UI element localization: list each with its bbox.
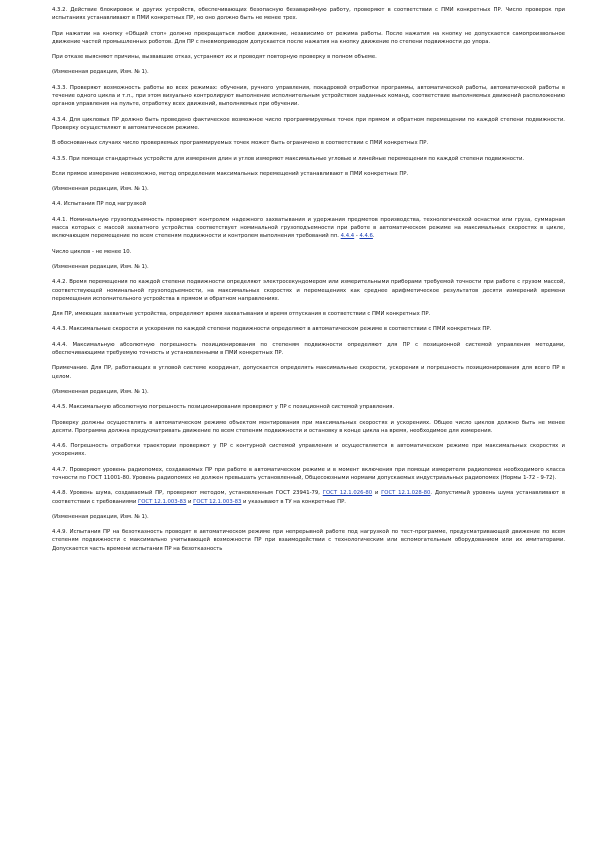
link-4-4-6[interactable]: 4.4.6 xyxy=(359,233,373,240)
paragraph-direct-measure: Если прямое измерение невозможно, метод определения максимальных перемещений устанавливают в ПМИ конкретных ПР. xyxy=(52,170,409,177)
paragraph-4-4-6: 4.4.6. Погрешность отработки траектории проверяют у ПР с контурной системой управления и осуществляется в автоматическом режиме при максимальных скоростях и ускорениях. xyxy=(52,443,565,458)
paragraph-4-4-4: 4.4.4. Максимальную абсолютную погрешность позиционирования по степеням подвижности определяют для ПР с позиционной системой управления методами, обеспечивающими требуемую точность и установленными в ПМИ конкретных ПР. xyxy=(52,341,565,357)
paragraph-cycles: Число циклов - не менее 10. xyxy=(52,248,132,255)
amendment-note: (Измененная редакция, Изм. № 1). xyxy=(52,388,149,395)
paragraph-4-4-1: 4.4.1. Номинальную грузоподъемность проверяют контролем надежного захватывания и удержания предметов производства, технологической оснастки или груза, суммарная масса которых с массой захватного устройства соответствует номинальной грузоподъемности при работе в автоматическом режиме на максимальных скоростях в цикле, включающем перемещение по всем степеням подвижности и контролем выполнения требований пп. 4.4.4 - 4.4.6. xyxy=(52,216,565,240)
link-gost-12-1-003-83[interactable]: ГОСТ 12.1.003-83 xyxy=(138,498,187,505)
link-gost-12-1-028-80[interactable]: ГОСТ 12.1.028-80 xyxy=(381,490,431,497)
paragraph-limited-points: В обоснованных случаях число проверяемых программируемых точек может быть ограничено в соответствии с ПМИ конкретных ПР. xyxy=(52,140,429,147)
paragraph-4-4-5: 4.4.5. Максимальную абсолютную погрешность позиционирования проверяют у ПР с позиционной системой управления. xyxy=(52,404,395,411)
paragraph-4-4-9: 4.4.9. Испытания ПР на безотказность проводят в автоматическом режиме при непрерывной работе под нагрузкой по тест-программе, предусматривающей движение по всем степеням подвижности с максимально учитывающей возможности ПР при взаимодействии с технологическим или вспомогательным оборудованием или их имитаторами. Допускается часть времени испытания ПР на безотказность xyxy=(52,529,565,552)
section-heading-4-4: 4.4. Испытания ПР под нагрузкой xyxy=(52,201,147,208)
amendment-note: (Измененная редакция, Изм. № 1). xyxy=(52,69,149,76)
amendment-note: (Измененная редакция, Изм. № 1). xyxy=(52,513,149,520)
paragraph-check-mode: Проверку должны осуществлять в автоматическом режиме объектом монтирования при максимальных скоростях и ускорениях. Общее число циклов должно быть не менее десяти. Программа должна предусматривать движение по всем степеням подвижности и остановку в конце цикла на время, необходимое для измерения. xyxy=(52,419,565,434)
link-gost-12-1-026-80[interactable]: ГОСТ 12.1.026-80 xyxy=(322,490,373,497)
paragraph-4-3-3: 4.3.3. Проверяют возможность работы во всех режимах: обучения, ручного управления, покадровой отработки программы, автоматической работы, автоматической работы в течение одного цикла и т.п., при этом визуально контролируют выполнение исполнительным устройством заданных команд, соответствие выполняемых движений расположению органов управления на пульте, отработку всех движений, выполняемых при обучении. xyxy=(52,84,565,108)
paragraph-4-3-4: 4.3.4. Для цикловых ПР должно быть проведено фактическое возможное число программируемых точек при прямом и обратном перемещении по каждой степени подвижности. Проверку осуществляют в автоматическом режиме. xyxy=(52,116,565,131)
amendment-note: (Измененная редакция, Изм. № 1). xyxy=(52,263,149,270)
paragraph-4-3-2: 4.3.2. Действие блокировок и других устройств, обеспечивающих безопасную безаварийную работу, проверяют в соответствии с ПМИ конкретных ПР. Число проверок при испытаниях устанавливают в ПМИ конкретных ПР, но оно должно быть не менее трех. xyxy=(52,7,565,22)
paragraph-general-stop: При нажатии на кнопку «Общий стоп» должно прекращаться любое движение, независимо от режима работы. После нажатия на кнопку не допускается самопроизвольное движение частей промышленных роботов. Для ПР с пневмоприводом допускается после нажатия на кнопку движение по степени подвижности до упора. xyxy=(52,30,565,45)
paragraph-4-3-5: 4.3.5. При помощи стандартных устройств для измерения длин и углов измеряют максимальные угловые и линейные перемещения по каждой степени подвижности. xyxy=(52,155,525,162)
amendment-note: (Измененная редакция, Изм. № 1). xyxy=(52,186,149,193)
paragraph-grip-time: Для ПР, имеющих захватные устройства, определяют время захватывания и время отпускания в соответствии с ПМИ конкретных ПР. xyxy=(52,311,431,318)
paragraph-4-4-7: 4.4.7. Проверяют уровень радиопомех, создаваемых ПР при работе в автоматическом режиме и в момент включения при помощи измерителя радиопомех необходимого класса точности по ГОСТ 11001-80. Уровень радиопомех не должен превышать установленный, Общесоюзными нормами допускаемых индустриальных радиопомех (Нормы 1-72 - 9-72). xyxy=(52,466,565,481)
link-gost-12-1-003-83-second[interactable]: ГОСТ 12.1.003-83 xyxy=(193,498,242,505)
paragraph-4-4-8: 4.4.8. Уровень шума, создаваемый ПР, проверяют методом, установленным ГОСТ 23941-79, ГОСТ 12.1.026-80 и ГОСТ 12.1.028-80. Допустимый уровень шума устанавливают в соответствии с требованиями ГОСТ 12.1.003-83 и ГОСТ 12.1.003-83 и указывают в ТУ на конкретные ПР. xyxy=(52,490,565,505)
link-4-4-4[interactable]: 4.4.4 xyxy=(340,233,355,240)
paragraph-note: Примечание. Для ПР, работающих в угловой системе координат, допускается определять максимальные скорости, ускорения и погрешность позиционирования для всего ПР в целом. xyxy=(52,365,565,380)
paragraph-4-4-2: 4.4.2. Время перемещения по каждой степени подвижности определяют электросекундомером или измерительными приборами требуемой точности при работе с грузом массой, соответствующей номинальной грузоподъемности, на максимальных скоростях и перемещениях как среднее арифметическое результатов десяти измерений времени перемещения исполнительного устройства в прямом и обратном направлениях. xyxy=(52,279,565,302)
paragraph-failure: При отказе выясняют причины, вызвавшие отказ, устраняют их и проводят повторную проверку в полном объеме. xyxy=(52,54,377,61)
paragraph-4-4-3: 4.4.3. Максимальные скорости и ускорения по каждой степени подвижности определяют в автоматическом режиме в соответствии с ПМИ конкретных ПР. xyxy=(52,326,492,333)
